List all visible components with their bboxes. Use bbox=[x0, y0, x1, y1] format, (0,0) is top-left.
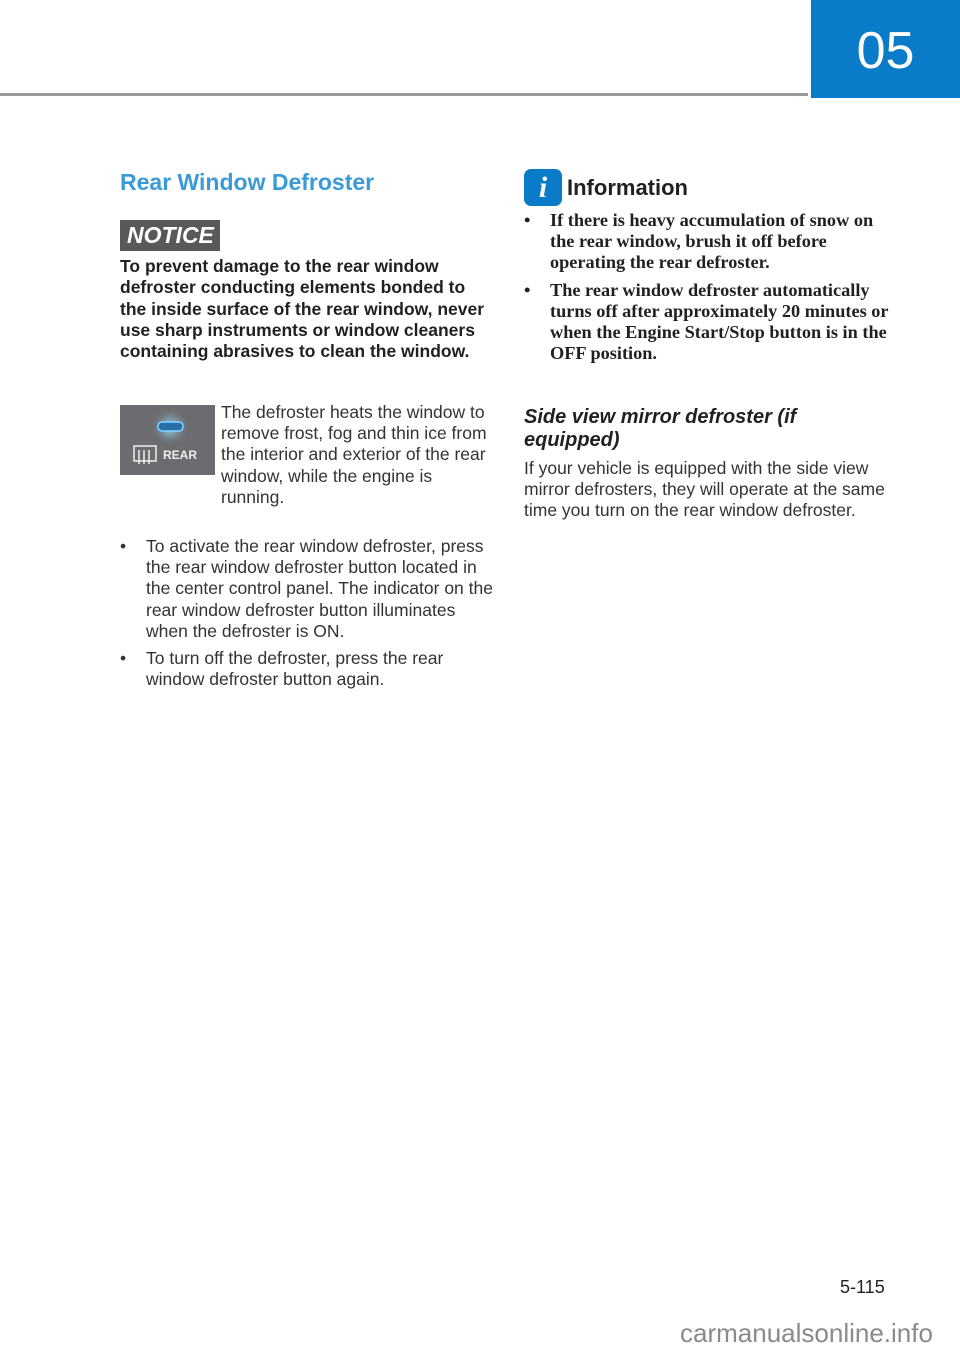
section-title: Rear Window Defroster bbox=[120, 169, 375, 195]
chapter-tab: 05 bbox=[811, 0, 960, 98]
header-rule bbox=[0, 93, 808, 96]
info-icon: i bbox=[524, 169, 562, 206]
page-number: 5-115 bbox=[840, 1277, 885, 1297]
subsection-title: Side view mirror defroster (if equipped) bbox=[524, 406, 797, 451]
information-header bbox=[524, 169, 688, 206]
notice-text: To prevent damage to the rear window defroster conducting elements bonded to the inside surface of the rear window, never use sharp instruments or window cleaners containing abrasives to clean the window. bbox=[120, 256, 485, 362]
list-item: • To turn off the defroster, press the rear window defroster button again. bbox=[120, 648, 495, 690]
information-title: Information bbox=[567, 174, 688, 200]
information-list bbox=[524, 210, 894, 370]
rear-label: REAR bbox=[163, 448, 198, 462]
watermark: carmanualsonline.info bbox=[680, 1318, 933, 1348]
list-item: • To activate the rear window defroster, press the rear window defroster button located in the center control panel. The indicator on the rear window defroster button illuminates when the defroster is ON. bbox=[120, 536, 495, 642]
defroster-steps bbox=[120, 536, 495, 690]
notice-label: NOTICE bbox=[120, 220, 220, 251]
rear-defroster-button-image bbox=[120, 405, 215, 475]
defroster-icon bbox=[120, 405, 215, 475]
list-item: • The rear window defroster automatically turns off after approximately 20 minutes or when the Engine Start/Stop button is in the OFF position. bbox=[524, 280, 894, 365]
list-item: • If there is heavy accumulation of snow on the rear window, brush it off before operating the rear defroster. bbox=[524, 210, 894, 274]
mirror-defroster-paragraph: If your vehicle is equipped with the side view mirror defrosters, they will operate at the same time you turn on the rear window defroster. bbox=[524, 458, 885, 521]
intro-paragraph: The defroster heats the window to remove frost, fog and thin ice from the interior and exterior of the rear window, while the engine is running. bbox=[221, 402, 487, 507]
